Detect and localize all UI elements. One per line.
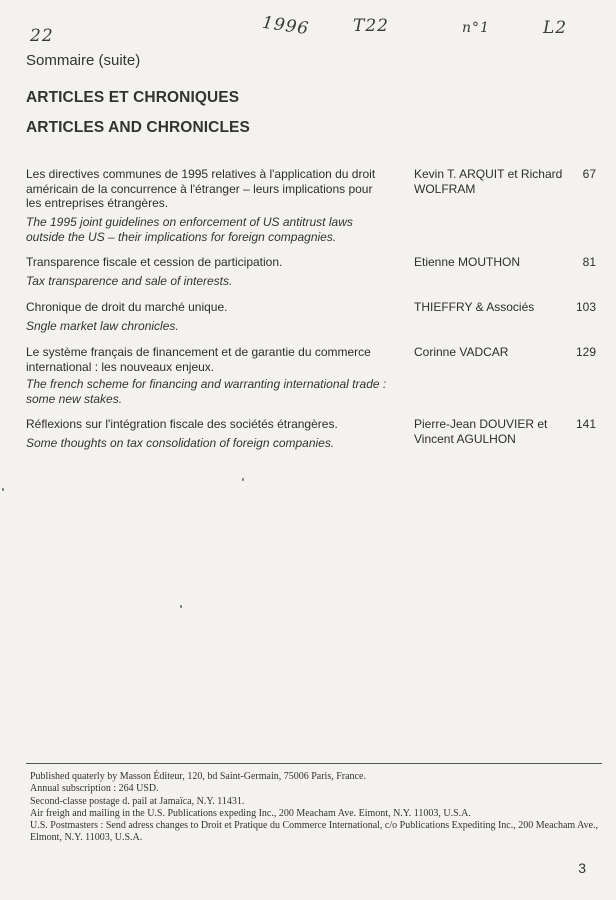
entry-title-fr: Transparence fiscale et cession de participation.	[26, 255, 283, 269]
handwritten-annotations	[0, 6, 616, 46]
section-heading-fr: ARTICLES ET CHRONIQUES	[26, 89, 240, 106]
entry-page-number: 103	[575, 300, 596, 314]
handwritten-note: 1996	[260, 12, 311, 40]
entry-page-number: 81	[582, 255, 596, 269]
scan-speck	[180, 605, 182, 608]
entry-page-number: 129	[575, 345, 596, 359]
entry-author: Pierre-Jean DOUVIER et Vincent AGULHON	[414, 417, 548, 446]
section-heading-en: ARTICLES AND CHRONICLES	[26, 119, 250, 136]
footer-line: Air freigh and mailing in the U.S. Publications expeding Inc., 200 Meacham Ave. Eimont, N.Y. 11003, U.S.A.	[30, 807, 471, 819]
entry-title-fr: Réflexions sur l'intégration fiscale des sociétés étrangères.	[26, 417, 338, 431]
entry-author: Corinne VADCAR	[414, 345, 509, 359]
footer-line: Second-classe postage d. pail at Jamaïca, N.Y. 11431.	[30, 795, 245, 807]
entry-title-en: Tax transparence and sale of interests.	[26, 274, 233, 288]
footer-divider	[26, 763, 602, 764]
scan-speck	[242, 478, 244, 481]
handwritten-note: L2	[543, 18, 568, 38]
entry-title-fr: Le système français de financement et de garantie du commerce international : les nouveaux enjeux.	[26, 345, 371, 374]
entry-title-en: The 1995 joint guidelines on enforcement of US antitrust laws outside the US – their implications for foreign compagnies.	[26, 215, 353, 244]
toc-subtitle: Sommaire (suite)	[26, 52, 141, 69]
entry-title-fr: Les directives communes de 1995 relatives à l'application du droit américain de la concurrence à l'étranger – leurs implications pour les entreprises étrangères.	[26, 167, 376, 210]
handwritten-note: 22	[30, 26, 54, 46]
handwritten-note: T22	[353, 16, 389, 36]
entry-page-number: 67	[582, 167, 596, 181]
entry-title-en: The french scheme for financing and warranting international trade : some new stakes.	[26, 377, 387, 406]
entry-title-en: Sngle market law chronicles.	[26, 319, 179, 333]
entry-title-fr: Chronique de droit du marché unique.	[26, 300, 228, 314]
scan-speck	[2, 488, 4, 491]
footer-line: U.S. Postmasters : Send adress changes to Droit et Pratique du Commerce International, c/o Publications Expediting Inc., 200 Meacham Ave., Elmont, N.Y. 11003, U.S.A.	[30, 820, 599, 844]
entry-title-en: Some thoughts on tax consolidation of foreign companies.	[26, 436, 335, 450]
publication-footer	[30, 771, 602, 845]
handwritten-note: n°1	[462, 20, 490, 36]
footer-line: Annual subscription : 264 USD.	[30, 783, 159, 795]
entry-author: THIEFFRY & Associés	[414, 300, 535, 314]
footer-line: Published quaterly by Masson Éditeur, 120, bd Saint-Germain, 75006 Paris, France.	[30, 771, 366, 782]
page-number: 3	[578, 860, 586, 876]
entry-author: Etienne MOUTHON	[414, 255, 521, 269]
entry-page-number: 141	[575, 417, 596, 431]
entry-author: Kevin T. ARQUIT et Richard WOLFRAM	[414, 167, 563, 196]
